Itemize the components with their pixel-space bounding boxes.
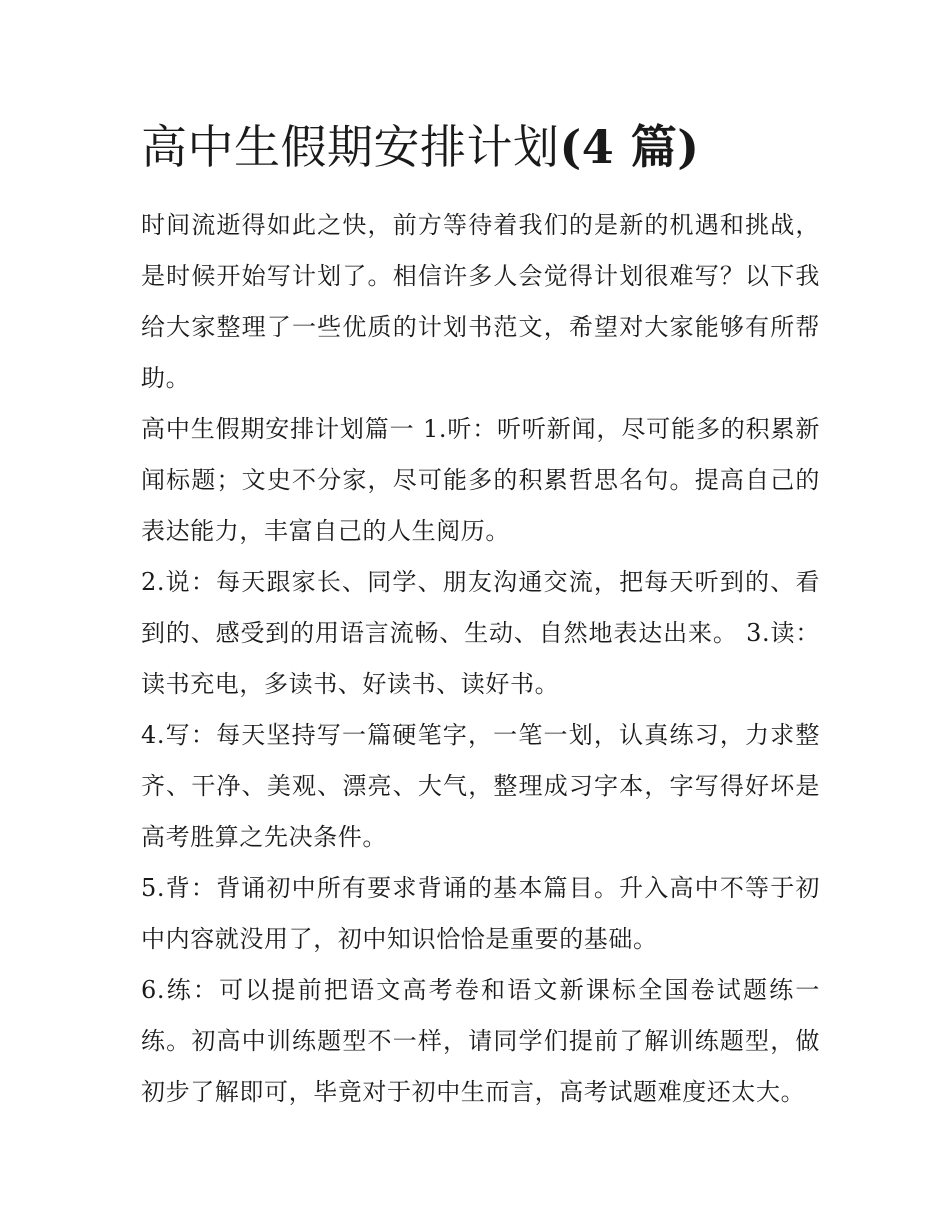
paragraph-speak-read: 2.说：每天跟家长、同学、朋友沟通交流，把每天听到的、看到的、感受到的用语言流畅、生动、自然地表达出来。 3.读：读书充电，多读书、好读书、读好书。 — [141, 568, 820, 698]
document-title — [141, 112, 820, 182]
paragraph-practice: 6.练：可以提前把语文高考卷和语文新课标全国卷试题练一练。初高中训练题型不一样，请同学们提前了解训练题型，做初步了解即可，毕竟对于初中生而言，高考试题难度还太大。 — [141, 976, 820, 1106]
paragraph-write: 4.写：每天坚持写一篇硬笔字，一笔一划，认真练习，力求整齐、干净、美观、漂亮、大气，整理成习字本，字写得好坏是高考胜算之先决条件。 — [141, 721, 820, 851]
title-suffix: (4 篇) — [559, 120, 700, 174]
paragraph-recite: 5.背：背诵初中所有要求背诵的基本篇目。升入高中不等于初中内容就没用了，初中知识恰恰是重要的基础。 — [141, 874, 820, 953]
paragraph-listen: 高中生假期安排计划篇一 1.听：听听新闻，尽可能多的积累新闻标题；文史不分家，尽可能多的积累哲思名句。提高自己的表达能力，丰富自己的人生阅历。 — [141, 415, 820, 545]
intro-paragraph: 时间流逝得如此之快，前方等待着我们的是新的机遇和挑战，是时候开始写计划了。相信许多人会觉得计划很难写？以下我给大家整理了一些优质的计划书范文，希望对大家能够有所帮助。 — [141, 211, 820, 392]
title-main: 高中生假期安排计划 — [141, 120, 560, 174]
